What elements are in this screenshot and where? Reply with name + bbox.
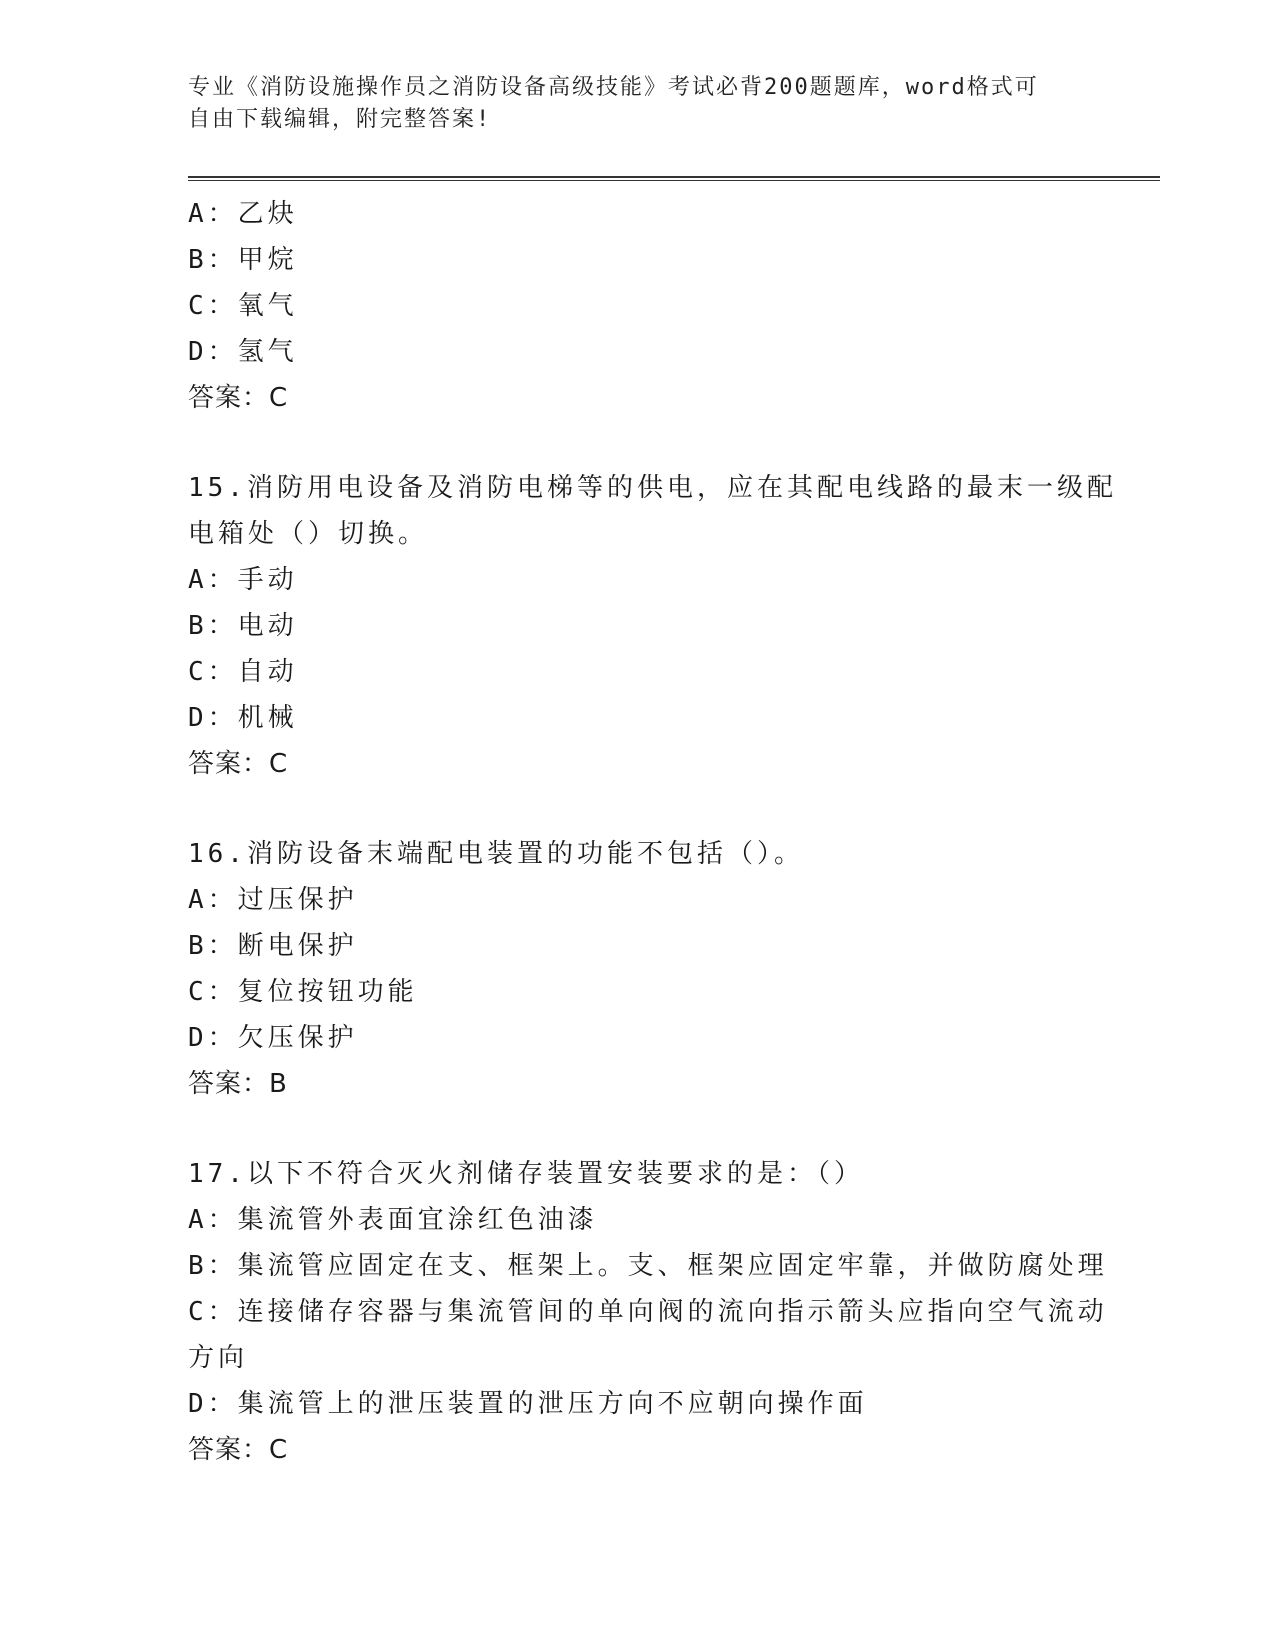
question-text: 17.以下不符合灭火剂储存装置安装要求的是：（） xyxy=(188,1159,864,1189)
option-b: B：集流管应固定在支、框架上。支、框架应固定牢靠，并做防腐处理 xyxy=(188,1251,1108,1281)
answer-line: 答案：C xyxy=(188,383,289,413)
question-text: 16.消防设备末端配电装置的功能不包括（）。 xyxy=(188,839,804,869)
question-15 xyxy=(188,465,1117,787)
option-a: A：过压保护 xyxy=(188,885,358,915)
question-text-line-1: 15.消防用电设备及消防电梯等的供电，应在其配电线路的最末一级配 xyxy=(188,473,1117,503)
question-list xyxy=(188,191,1117,1473)
spacer xyxy=(188,787,1088,831)
question-text-line-2: 电箱处（）切换。 xyxy=(188,519,429,549)
option-c: C：自动 xyxy=(188,657,298,687)
option-b: B：甲烷 xyxy=(188,245,298,275)
page-header xyxy=(188,72,1068,136)
option-c: C：复位按钮功能 xyxy=(188,977,418,1007)
header-line-2: 自由下载编辑，附完整答案! xyxy=(188,107,492,132)
question-17 xyxy=(188,1151,1108,1473)
header-line-1: 专业《消防设施操作员之消防设备高级技能》考试必背200题题库，word格式可 xyxy=(188,75,1039,100)
option-d: D：机械 xyxy=(188,703,298,733)
option-d: D：氢气 xyxy=(188,337,298,367)
option-c: C：连接储存容器与集流管间的单向阀的流向指示箭头应指向空气流动 xyxy=(188,1297,1108,1327)
option-b: B：断电保护 xyxy=(188,931,358,961)
question-14 xyxy=(188,191,1088,421)
option-d: D：集流管上的泄压装置的泄压方向不应朝向操作面 xyxy=(188,1389,868,1419)
answer-line: 答案：C xyxy=(188,749,289,779)
option-b: B：电动 xyxy=(188,611,298,641)
header-divider xyxy=(188,176,1160,181)
option-a: A：乙炔 xyxy=(188,199,298,229)
option-a: A：集流管外表面宜涂红色油漆 xyxy=(188,1205,598,1235)
answer-line: 答案：C xyxy=(188,1435,289,1465)
option-d: D：欠压保护 xyxy=(188,1023,358,1053)
option-c: C：氧气 xyxy=(188,291,298,321)
answer-line: 答案：B xyxy=(188,1069,288,1099)
option-a: A：手动 xyxy=(188,565,298,595)
spacer xyxy=(188,421,1088,465)
spacer xyxy=(188,1107,1088,1151)
option-c-continued: 方向 xyxy=(188,1343,249,1373)
question-16 xyxy=(188,831,1088,1107)
